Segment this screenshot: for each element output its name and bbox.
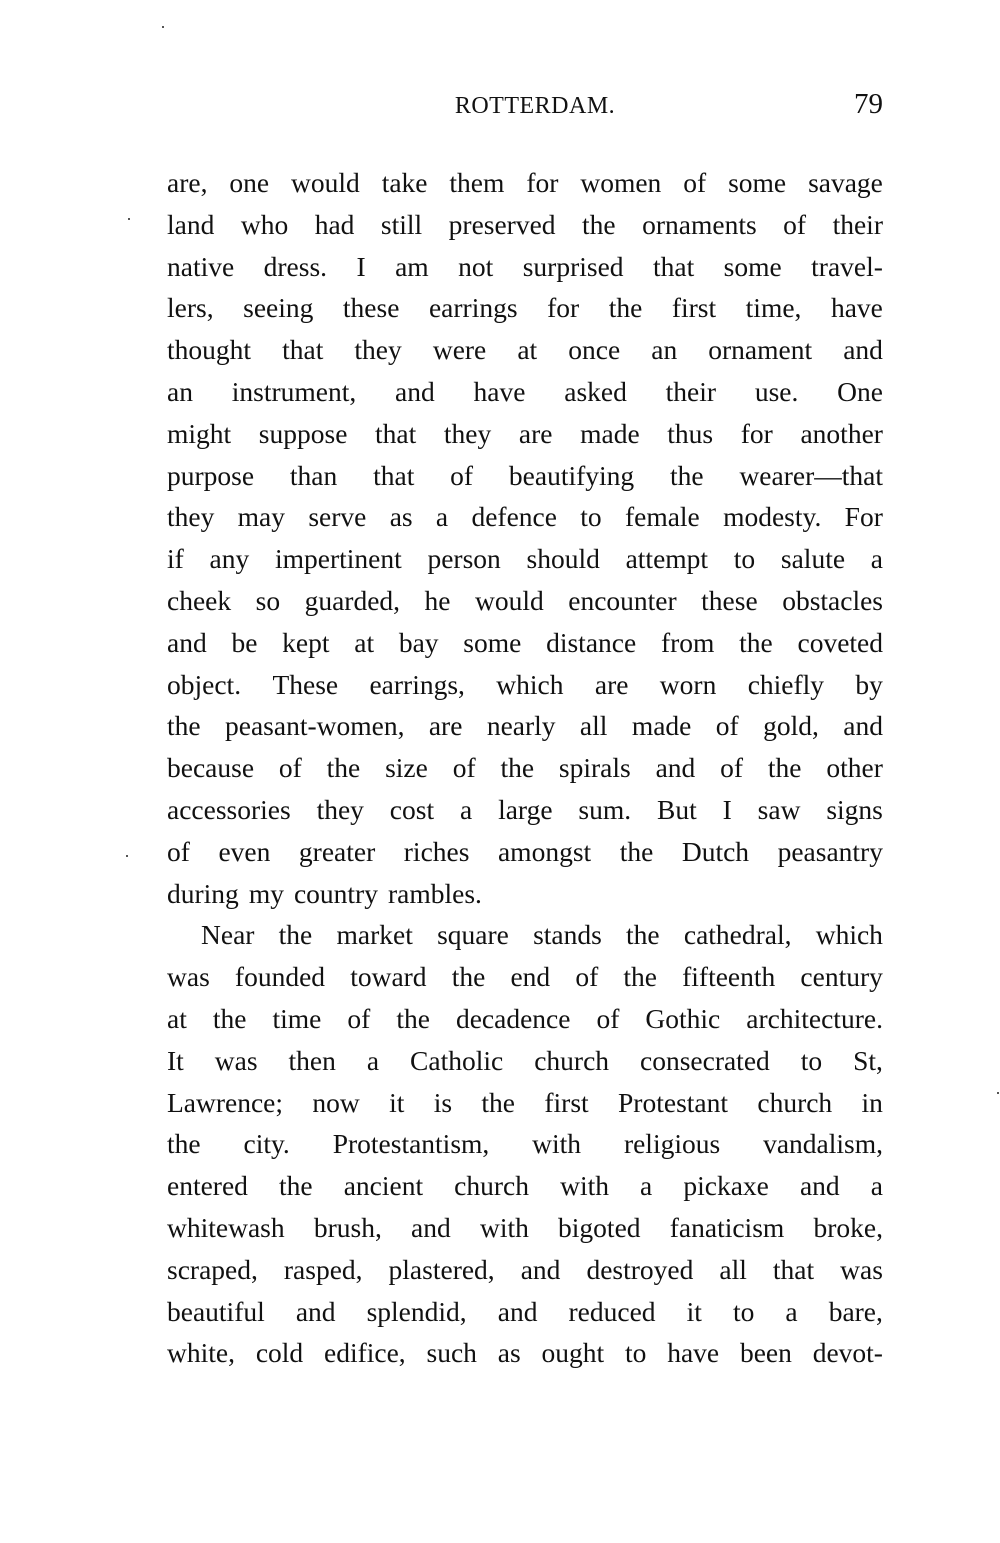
word: toward [350, 961, 427, 993]
page-number: 79 [854, 88, 883, 120]
word: was [214, 1044, 258, 1076]
text-line [167, 1291, 883, 1333]
word: as [497, 1337, 521, 1369]
word: Protestant [618, 1086, 729, 1118]
word: These [272, 668, 339, 700]
body-text [167, 162, 883, 1374]
word: rambles. [387, 877, 482, 909]
text-line [167, 329, 883, 371]
word: first [671, 292, 717, 324]
word: the [619, 835, 654, 867]
word: cheek [167, 584, 232, 616]
word: modesty. [723, 501, 822, 533]
word: architecture. [746, 1002, 883, 1034]
word: saw [757, 793, 801, 825]
text-line [167, 956, 883, 998]
word: dress. [263, 250, 328, 282]
word: land [167, 208, 215, 240]
word: impertinent [274, 543, 402, 575]
word: these [342, 292, 400, 324]
word: are [428, 710, 463, 742]
word: instrument, [231, 375, 357, 407]
word: was [840, 1253, 883, 1285]
word: chiefly [747, 668, 825, 700]
word: of [783, 208, 807, 240]
word: at [167, 1002, 187, 1034]
word: attempt [625, 543, 709, 575]
word: greater [298, 835, 376, 867]
word: encounter [568, 584, 677, 616]
word: riches [403, 835, 470, 867]
scan-speck [126, 855, 128, 857]
word: devot- [812, 1337, 883, 1369]
word: now [312, 1086, 360, 1118]
word: the [167, 1128, 201, 1160]
word: church [757, 1086, 833, 1118]
word: and [799, 1170, 840, 1202]
word: made [580, 417, 640, 449]
text-line [167, 538, 883, 580]
word: accessories [167, 793, 291, 825]
text-line [167, 873, 883, 915]
word: are, [167, 167, 208, 198]
word: of [452, 752, 476, 784]
word: seeing [243, 292, 314, 324]
word: salute [780, 543, 846, 575]
word: might [167, 417, 232, 449]
word: reduced [568, 1295, 656, 1327]
word: savage [808, 167, 883, 198]
text-line [167, 1332, 883, 1374]
word: an [651, 334, 678, 366]
word: market [336, 919, 413, 951]
word: the [670, 459, 704, 491]
word: a [435, 501, 449, 533]
word: that [772, 1253, 815, 1285]
word: cathedral, [683, 919, 792, 951]
word: with [532, 1128, 582, 1160]
word: native [167, 250, 235, 282]
word: the [582, 208, 616, 240]
word: first [544, 1086, 589, 1118]
word: coveted [797, 626, 883, 658]
word: ornament [708, 334, 813, 366]
word: all [719, 1253, 747, 1285]
text-line [167, 1249, 883, 1291]
word: he [424, 584, 451, 616]
word: the [626, 919, 660, 951]
word: so [255, 584, 281, 616]
word: wearer—that [739, 459, 883, 491]
word: decadence [455, 1002, 571, 1034]
text-line [167, 413, 883, 455]
word: once [568, 334, 621, 366]
word: they [167, 501, 215, 533]
word: Protestantism, [332, 1128, 490, 1160]
word: to [624, 1337, 647, 1369]
text-line [167, 998, 883, 1040]
word: the [396, 1002, 430, 1034]
word: at [354, 626, 375, 658]
word: worn [659, 668, 717, 700]
word: asked [564, 375, 627, 407]
word: been [739, 1337, 792, 1369]
word: a [640, 1170, 653, 1202]
word: a [870, 1170, 883, 1202]
word: and [167, 626, 207, 658]
word: the [278, 919, 313, 951]
word: would [475, 584, 544, 616]
word: century [800, 961, 883, 993]
word: bare, [828, 1295, 883, 1327]
word: who [240, 208, 289, 240]
word: surprised [522, 250, 624, 282]
text-line [167, 664, 883, 706]
word: of [596, 1002, 620, 1034]
word: earrings, [369, 668, 465, 700]
word: for [526, 167, 559, 198]
word: church [454, 1170, 529, 1202]
word: had [314, 208, 355, 240]
word: it [389, 1086, 405, 1118]
word: ought [541, 1337, 605, 1369]
word: amongst [497, 835, 592, 867]
word: the [481, 1086, 516, 1118]
word: have [473, 375, 526, 407]
word: square [437, 919, 509, 951]
word: and [843, 710, 883, 742]
word: cost [389, 793, 435, 825]
word: splendid, [366, 1295, 467, 1327]
word: are [594, 668, 629, 700]
word: peasantry [777, 835, 883, 867]
text-line [167, 287, 883, 329]
word: not [458, 250, 494, 282]
word: from [660, 626, 715, 658]
word: them [449, 167, 505, 198]
word: female [624, 501, 700, 533]
word: founded [234, 961, 326, 993]
word: destroyed [586, 1253, 694, 1285]
word: lers, [167, 292, 214, 324]
word: were [432, 334, 487, 366]
word: to [732, 1295, 755, 1327]
word: it [686, 1295, 702, 1327]
word: white, [167, 1337, 235, 1369]
word: take [381, 167, 428, 198]
word: time, [745, 292, 802, 324]
text-line [167, 1123, 883, 1165]
word: the [623, 961, 657, 993]
text-line [167, 1082, 883, 1124]
word: country [293, 877, 378, 909]
word: at [517, 334, 538, 366]
text-line [167, 455, 883, 497]
word: serve [308, 501, 367, 533]
word: end [510, 961, 551, 993]
word: they [316, 793, 364, 825]
word: stands [533, 919, 602, 951]
word: these [701, 584, 758, 616]
word: am [395, 250, 429, 282]
word: cold [255, 1337, 304, 1369]
word: St, [853, 1044, 883, 1076]
word: Lawrence; [167, 1086, 284, 1118]
word: beautiful [167, 1295, 265, 1327]
text-line [167, 496, 883, 538]
word: may [237, 501, 286, 533]
word: object. [167, 668, 242, 700]
word: bay [398, 626, 439, 658]
text-line [167, 1165, 883, 1207]
word: person [427, 543, 501, 575]
word: which [496, 668, 564, 700]
word: that [373, 459, 415, 491]
scan-speck [162, 26, 164, 28]
word: spirals [558, 752, 631, 784]
word: that [652, 250, 695, 282]
word: thought [167, 334, 252, 366]
word: to [800, 1044, 823, 1076]
text-line [167, 1040, 883, 1082]
word: to [580, 501, 602, 533]
word: defence [471, 501, 557, 533]
word: their [665, 375, 717, 407]
word: would [291, 167, 360, 198]
word: because [167, 752, 255, 784]
word: still [380, 208, 423, 240]
word: city. [243, 1128, 290, 1160]
word: church [534, 1044, 610, 1076]
scan-speck [997, 1092, 999, 1094]
word: with [479, 1211, 529, 1243]
word: size [385, 752, 428, 784]
word: broke, [813, 1211, 883, 1243]
word: fifteenth [682, 961, 776, 993]
word: some [728, 167, 787, 198]
word: Near [201, 919, 255, 951]
word: purpose [167, 459, 255, 491]
word: of [450, 459, 474, 491]
text-line [167, 705, 883, 747]
text-line [167, 162, 883, 204]
word: One [837, 375, 883, 407]
word: gold, [763, 710, 819, 742]
word: a [459, 793, 473, 825]
word: and [411, 1211, 451, 1243]
word: vandalism, [763, 1128, 883, 1160]
text-line [167, 789, 883, 831]
word: my [248, 877, 284, 909]
word: preserved [448, 208, 556, 240]
text-line [167, 747, 883, 789]
word: bigoted [558, 1211, 641, 1243]
word: It [167, 1044, 184, 1076]
word: distance [546, 626, 637, 658]
word: be [231, 626, 258, 658]
word: and [843, 334, 883, 366]
word: have [830, 292, 883, 324]
word: beautifying [508, 459, 635, 491]
word: for [740, 417, 773, 449]
word: than [289, 459, 338, 491]
word: But [657, 793, 697, 825]
word: one [229, 167, 270, 198]
word: rasped, [283, 1253, 363, 1285]
word: and [497, 1295, 538, 1327]
text-line [167, 580, 883, 622]
word: the [739, 626, 773, 658]
word: Dutch [681, 835, 750, 867]
word: fanaticism [669, 1211, 785, 1243]
word: have [667, 1337, 720, 1369]
running-head: ROTTERDAM. [454, 93, 616, 119]
word: and [395, 375, 435, 407]
word: scraped, [167, 1253, 258, 1285]
word: with [560, 1170, 609, 1202]
word: the [326, 752, 361, 784]
word: of [575, 961, 599, 993]
word: the [212, 1002, 247, 1034]
word: and [655, 752, 696, 784]
word: ancient [343, 1170, 424, 1202]
word: travel- [811, 250, 883, 282]
word: made [631, 710, 692, 742]
page-header [167, 86, 883, 126]
word: For [844, 501, 883, 533]
word: thus [667, 417, 714, 449]
word: entered [167, 1170, 248, 1202]
word: Catholic [410, 1044, 504, 1076]
word: of [347, 1002, 371, 1034]
text-line [167, 622, 883, 664]
word: during [167, 877, 239, 909]
word: large [498, 793, 553, 825]
word: another [800, 417, 883, 449]
word: a [785, 1295, 798, 1327]
word: to [733, 543, 756, 575]
word: and [520, 1253, 561, 1285]
word: nearly [486, 710, 556, 742]
text-line [167, 371, 883, 413]
word: such [426, 1337, 477, 1369]
word: guarded, [304, 584, 401, 616]
paragraph [167, 162, 883, 914]
word: of [720, 752, 744, 784]
word: they [443, 417, 492, 449]
word: by [855, 668, 883, 700]
word: any [209, 543, 250, 575]
word: plastered, [388, 1253, 495, 1285]
word: are [518, 417, 553, 449]
word: should [526, 543, 600, 575]
word: the [500, 752, 535, 784]
word: brush, [313, 1211, 382, 1243]
word: edifice, [324, 1337, 406, 1369]
word: the [451, 961, 486, 993]
word: is [433, 1086, 453, 1118]
word: Gothic [645, 1002, 721, 1034]
word: consecrated [640, 1044, 770, 1076]
text-line [167, 831, 883, 873]
word: the [279, 1170, 313, 1202]
word: in [861, 1086, 883, 1118]
word: an [167, 375, 193, 407]
word: suppose [258, 417, 348, 449]
word: ornaments [642, 208, 757, 240]
word: signs [826, 793, 883, 825]
word: some [463, 626, 522, 658]
word: religious [623, 1128, 721, 1160]
scan-speck [128, 218, 130, 220]
word: I [722, 793, 732, 825]
word: kept [282, 626, 330, 658]
word: I [356, 250, 366, 282]
text-line [167, 1207, 883, 1249]
word: as [389, 501, 413, 533]
word: the [167, 710, 201, 742]
text-line [167, 246, 883, 288]
word: if [167, 543, 184, 575]
word: of [683, 167, 707, 198]
text-line [167, 204, 883, 246]
word: obstacles [782, 584, 883, 616]
word: other [826, 752, 883, 784]
word: a [870, 543, 883, 575]
word: then [288, 1044, 336, 1076]
word: of [167, 835, 190, 867]
word: the [608, 292, 643, 324]
word: of [715, 710, 739, 742]
word: of [278, 752, 302, 784]
word: earrings [428, 292, 518, 324]
word: which [815, 919, 883, 951]
paragraph [167, 914, 883, 1374]
word: time [272, 1002, 322, 1034]
text-line [167, 914, 883, 956]
word: whitewash [167, 1211, 285, 1243]
word: even [218, 835, 271, 867]
word: sum. [578, 793, 632, 825]
word: that [282, 334, 324, 366]
word: use. [754, 375, 799, 407]
word: for [547, 292, 580, 324]
word: all [579, 710, 608, 742]
word: pickaxe [683, 1170, 769, 1202]
word: peasant-women, [225, 710, 405, 742]
word: that [375, 417, 417, 449]
word: the [767, 752, 802, 784]
word: women [580, 167, 662, 198]
word: some [723, 250, 782, 282]
word: they [354, 334, 402, 366]
word: their [832, 208, 883, 240]
word: a [366, 1044, 380, 1076]
word: was [167, 961, 210, 993]
word: and [295, 1295, 336, 1327]
